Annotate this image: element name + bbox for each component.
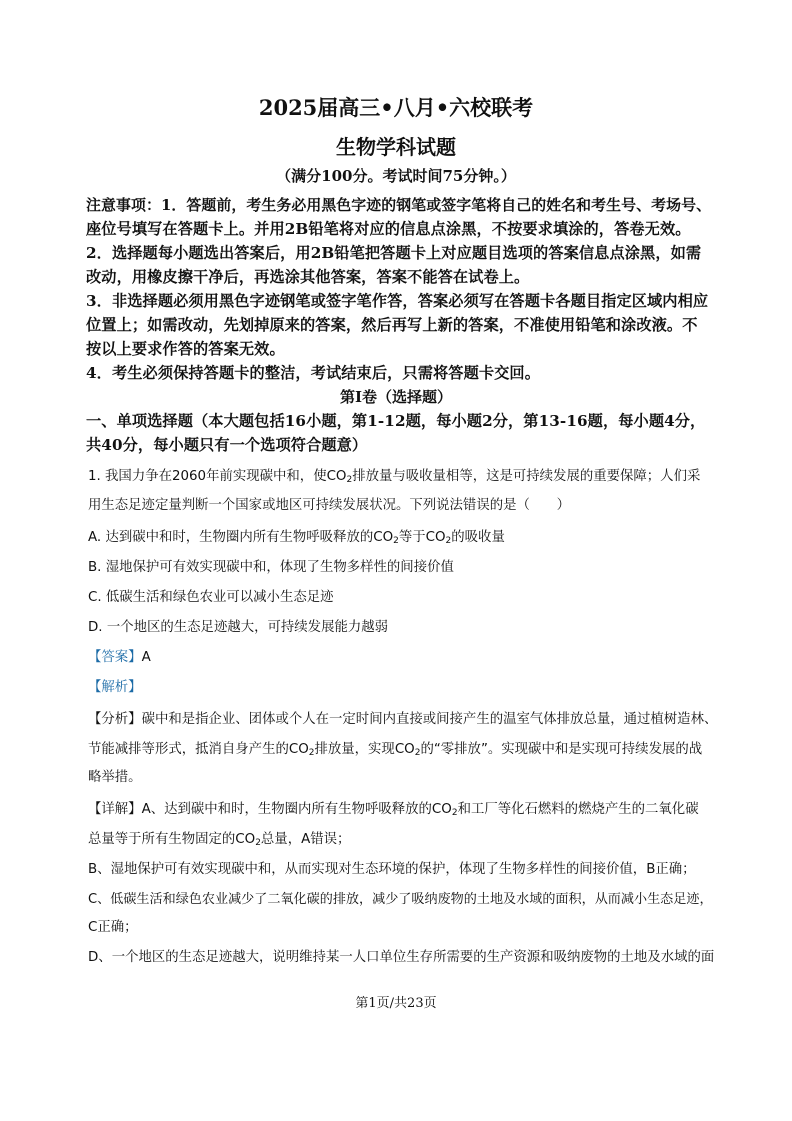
section-heading: 共40分，每小题只有一个选项符合题意） <box>86 436 368 454</box>
option-d: D. 一个地区的生态足迹越大，可持续发展能力越弱 <box>88 620 389 635</box>
exam-meta: （满分100分。考试时间75分钟。） <box>276 167 516 185</box>
notice-line: 4．考生必须保持答题卡的整洁，考试结束后，只需将答题卡交回。 <box>86 364 541 382</box>
analysis-line: 节能减排等形式，抵消自身产生的$CO_2$排放量，实现$CO_2$的“零排放”。实现碳中和是实现可持续发展的战 <box>88 742 703 758</box>
exam-subject: 生物学科试题 <box>336 135 456 159</box>
notice-line: 按以上要求作答的答案无效。 <box>86 340 285 358</box>
notice-line: 座位号填写在答题卡上。并用2B铅笔将对应的信息点涂黑，不按要求填涂的，答卷无效。 <box>86 220 691 238</box>
notice-line: 2．选择题每小题选出答案后，用2B铅笔把答题卡上对应题目选项的答案信息点涂黑，如需 <box>86 244 702 262</box>
detail-line: B、湿地保护可有效实现碳中和，从而实现对生态环境的保护，体现了生物多样性的间接价值，B正确； <box>88 862 696 877</box>
analysis-line: 略举措。 <box>88 770 142 785</box>
section-heading: 一、单项选择题（本大题包括16小题，第1-12题，每小题2分，第13-16题，每小题4分， <box>86 412 706 430</box>
detail-line: C正确； <box>88 920 138 935</box>
option-a: A. 达到碳中和时，生物圈内所有生物呼吸释放的$CO_2$等于$CO_2$的吸收量 <box>88 530 505 546</box>
detail-line: C、低碳生活和绿色农业减少了二氧化碳的排放，减少了吸纳废物的土地及水域的面积，从而减小生态足迹， <box>88 892 713 907</box>
question-stem: 1. 我国力争在2060年前实现碳中和，使$CO_2$排放量与吸收量相等，这是可持续发展的重要保障；人们采 <box>88 469 701 485</box>
detail-line: D、一个地区的生态足迹越大，说明维持某一人口单位生存所需要的生产资源和吸纳废物的土地及水域的面 <box>88 950 715 965</box>
detail-line: 总量等于所有生物固定的$CO_2$总量，A错误； <box>88 832 351 848</box>
page-number: 第1页/共23页 <box>355 996 437 1011</box>
analysis-line: 【分析】碳中和是指企业、团体或个人在一定时间内直接或间接产生的温室气体排放总量，通过植树造林、 <box>88 712 718 727</box>
answer-value: A <box>141 650 151 665</box>
notice-line: 注意事项：1．答题前，考生务必用黑色字迹的钢笔或签字笔将自己的姓名和考生号、考场号、 <box>86 196 712 214</box>
detail-line: 【详解】A、达到碳中和时，生物圈内所有生物呼吸释放的$CO_2$和工厂等化石燃料的燃烧产生的二氧化碳 <box>88 802 699 818</box>
analysis-tag: 【解析】 <box>88 680 142 695</box>
notice-line: 3．非选择题必须用黑色字迹钢笔或签字笔作答，答案必须写在答题卡各题目指定区域内相应 <box>86 292 709 310</box>
notice-line: 改动，用橡皮擦干净后，再选涂其他答案，答案不能答在试卷上。 <box>86 268 530 286</box>
question-stem: 用生态足迹定量判断一个国家或地区可持续发展状况。下列说法错误的是（ ） <box>88 498 571 513</box>
volume-heading: 第Ⅰ卷（选择题） <box>339 388 453 406</box>
notice-line: 位置上；如需改动，先划掉原来的答案，然后再写上新的答案，不准使用铅笔和涂改液。不 <box>86 316 698 334</box>
exam-title: 2025届高三•八月•六校联考 <box>258 95 534 120</box>
option-c: C. 低碳生活和绿色农业可以减小生态足迹 <box>88 590 334 605</box>
option-b: B. 湿地保护可有效实现碳中和，体现了生物多样性的间接价值 <box>88 560 454 575</box>
answer-line <box>88 646 151 665</box>
answer-tag: 【答案】 <box>88 650 142 665</box>
